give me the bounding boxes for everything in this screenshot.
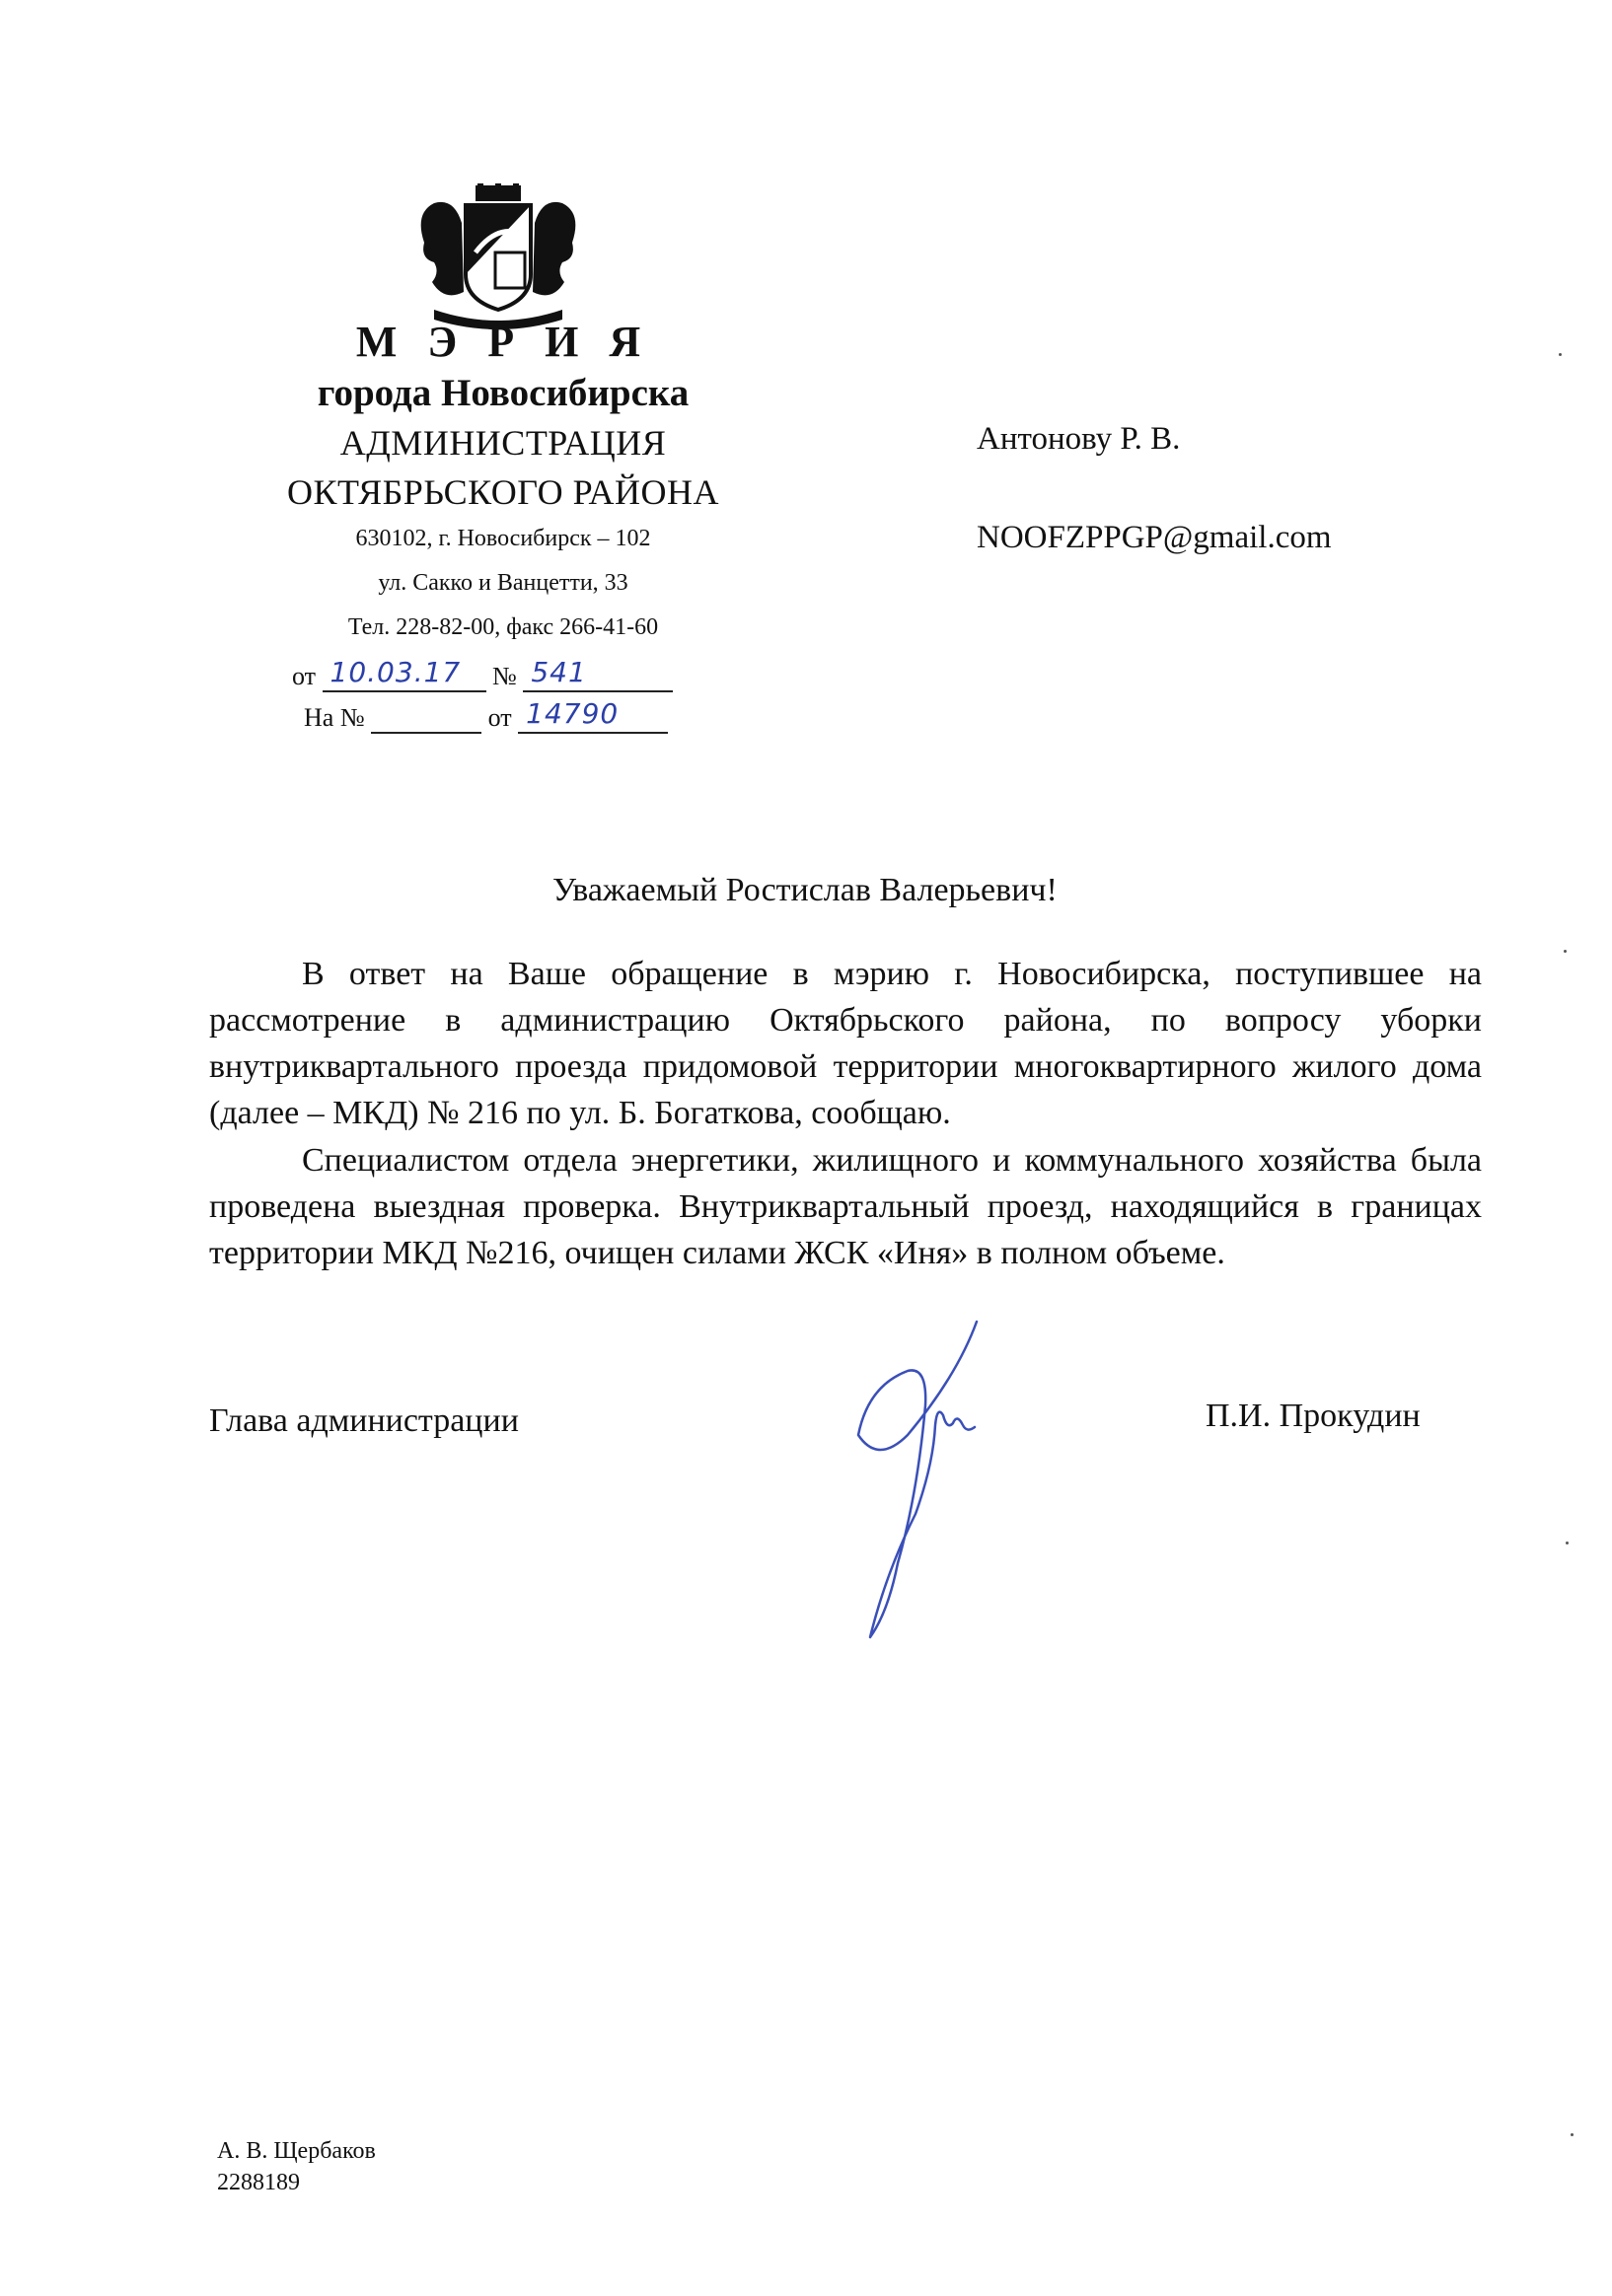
letterhead-admin-line-1: АДМИНИСТРАЦИЯ — [339, 423, 667, 463]
registration-ref-number-field — [371, 702, 481, 734]
scan-speck — [1564, 950, 1567, 953]
letterhead-admin-line-2: ОКТЯБРЬСКОГО РАЙОНА — [286, 472, 720, 512]
registration-date-field — [323, 656, 486, 692]
letterhead-phone: Тел. 228-82-00, факс 266-41-60 — [347, 614, 659, 640]
scan-speck — [1566, 1542, 1569, 1544]
registration-number-value: 541 — [531, 656, 587, 688]
registration-number-field — [523, 656, 673, 692]
body-paragraph-2: Специалистом отдела энергетики, жилищного и коммунального хозяйства была проведена выездная проверка. Внутриквартальный проезд, находящийся в границах территории МКД №216, очищен силами ЖСК «Иня» в полном объеме. — [209, 1142, 1482, 1271]
letterhead-address-line-2: ул. Сакко и Ванцетти, 33 — [378, 570, 628, 596]
letterhead-address-line-1: 630102, г. Новосибирск – 102 — [355, 526, 651, 551]
registration-ref-from-field — [518, 697, 668, 734]
recipient-name: Антонову Р. В. — [977, 421, 1181, 457]
signature-title: Глава администрации — [209, 1402, 519, 1439]
signature-name: П.И. Прокудин — [1206, 1398, 1421, 1434]
registration-ref-line — [304, 697, 668, 734]
letterhead — [217, 316, 789, 650]
executor-name: А. В. Щербаков — [217, 2138, 376, 2164]
registration-ref-from-label: от — [487, 703, 512, 732]
registration-date-value: 10.03.17 — [330, 656, 462, 688]
scan-speck — [1559, 353, 1562, 356]
registration-number-label: № — [492, 662, 517, 690]
registration-ref-from-value: 14790 — [526, 697, 620, 730]
handwritten-signature-icon — [839, 1317, 1006, 1642]
greeting: Уважаемый Ростислав Валерьевич! — [552, 872, 1058, 908]
registration-from-label: от — [292, 662, 317, 690]
recipient-email: NOOFZPPGP@gmail.com — [977, 520, 1332, 555]
letterhead-title: М Э Р И Я — [355, 318, 651, 366]
coat-of-arms-icon — [414, 183, 582, 331]
body-paragraph-1: В ответ на Ваше обращение в мэрию г. Новосибирска, поступившее на рассмотрение в администрацию Октябрьского района, по вопросу уборки внутриквартального проезда придомовой территории многоквартирного жилого дома (далее – МКД) № 216 по ул. Б. Богаткова, сообщаю. — [209, 956, 1482, 1131]
registration-from-line — [292, 656, 673, 692]
letterhead-city: города Новосибирска — [317, 372, 690, 414]
executor-phone: 2288189 — [217, 2170, 300, 2195]
scan-speck — [1571, 2133, 1574, 2136]
registration-ref-label: На № — [304, 703, 365, 732]
